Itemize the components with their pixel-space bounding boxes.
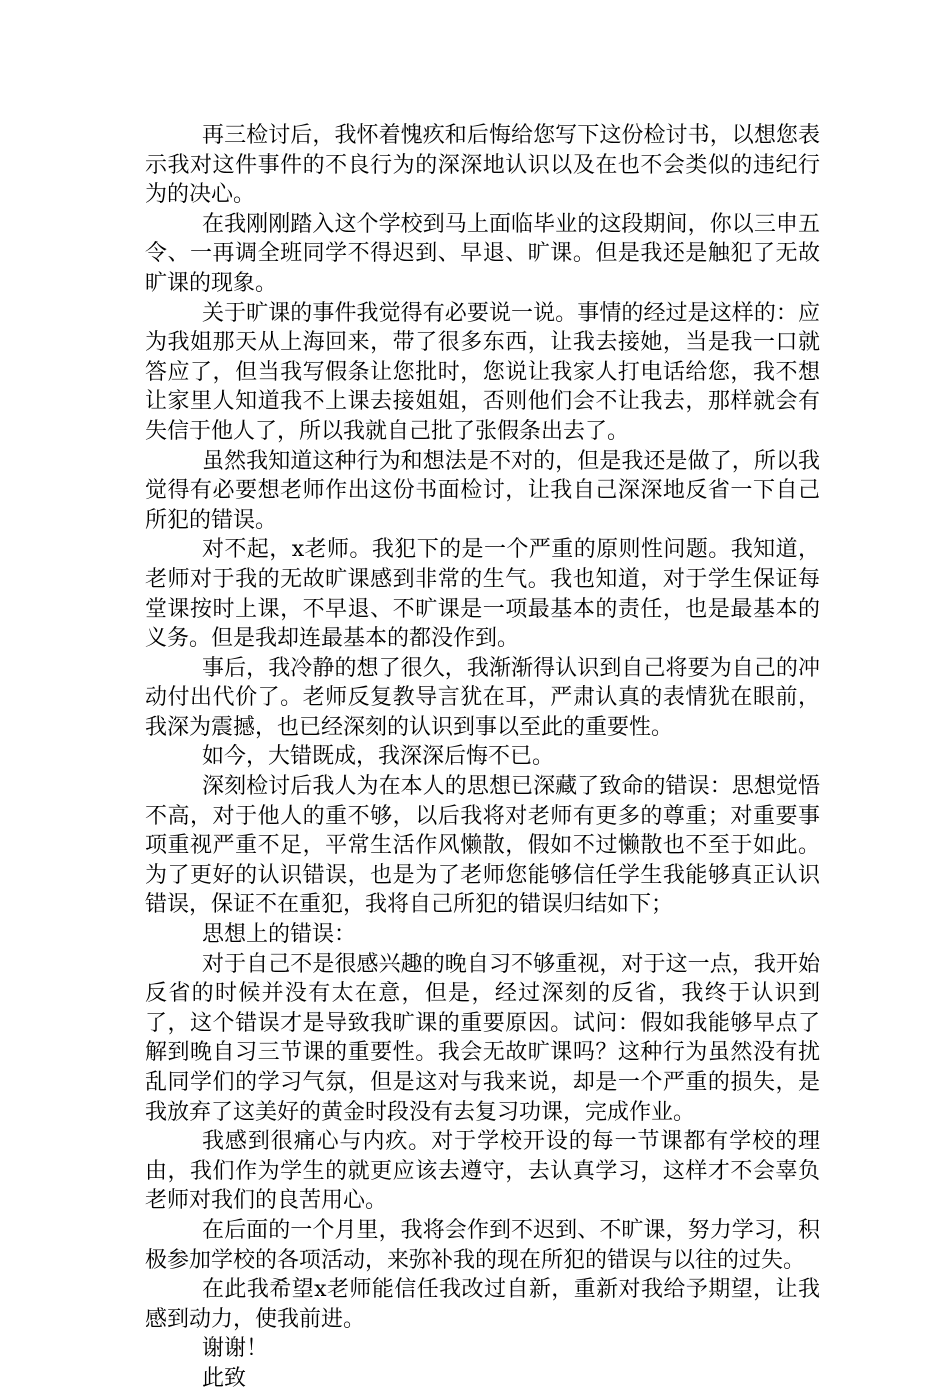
paragraph-13: 在此我希望x老师能信任我改过自新，重新对我给予期望，让我感到动力，使我前进。 <box>145 1277 820 1332</box>
paragraph-5: 对不起，x老师。我犯下的是一个严重的原则性问题。我知道，老师对于我的无故旷课感到非常的生气。我也知道，对于学生保证每堂课按时上课，不早退、不旷课是一项最基本的责任，也是最基本的义务。但是我却连最基本的都没作到。 <box>145 537 820 652</box>
paragraph-1: 再三检讨后，我怀着愧疚和后悔给您写下这份检讨书，以想您表示我对这件事件的不良行为的深深地认识以及在也不会类似的违纪行为的决心。 <box>145 123 820 208</box>
paragraph-12: 在后面的一个月里，我将会作到不迟到、不旷课，努力学习，积极参加学校的各项活动，来弥补我的现在所犯的错误与以往的过失。 <box>145 1217 820 1273</box>
paragraph-15: 此致 <box>202 1365 247 1391</box>
paragraph-14: 谢谢！ <box>202 1336 269 1362</box>
paragraph-8: 深刻检讨后我人为在本人的思想已深藏了致命的错误：思想觉悟不高，对于他人的重不够，以后我将对老师有更多的尊重；对重要事项重视严重不足，平常生活作风懒散，假如不过懒散也不至于如此。为了更好的认识错误，也是为了老师您能够信任学生我能够真正认识错误，保证不在重犯，我将自己所犯的错误归结如下； <box>145 774 820 918</box>
paragraph-9: 思想上的错误： <box>202 922 357 948</box>
document-body <box>145 121 820 1394</box>
paragraph-7: 如今，大错既成，我深深后悔不已。 <box>202 744 555 770</box>
paragraph-4: 虽然我知道这种行为和想法是不对的，但是我还是做了，所以我觉得有必要想老师作出这份书面检讨，让我自己深深地反省一下自己所犯的错误。 <box>145 448 820 533</box>
paragraph-10: 对于自己不是很感兴趣的晚自习不够重视，对于这一点，我开始反省的时候并没有太在意，但是，经过深刻的反省，我终于认识到了，这个错误才是导致我旷课的重要原因。试问：假如我能够早点了解到晚自习三节课的重要性。我会无故旷课吗？这种行为虽然没有扰乱同学们的学习气氛，但是这对与我来说，却是一个严重的损失，是我放弃了这美好的黄金时段没有去复习功课，完成作业。 <box>145 951 820 1125</box>
paragraph-3: 关于旷课的事件我觉得有必要说一说。事情的经过是这样的：应为我姐那天从上海回来，带了很多东西，让我去接她，当是我一口就答应了，但当我写假条让您批时，您说让我家人打电话给您，我不想让家里人知道我不上课去接姐姐，否则他们会不让我去，那样就会有失信于他人了，所以我就自己批了张假条出去了。 <box>145 300 820 444</box>
paragraph-6: 事后，我冷静的想了很久，我渐渐得认识到自己将要为自己的冲动付出代价了。老师反复教导言犹在耳，严肃认真的表情犹在眼前，我深为震撼，也已经深刻的认识到事以至此的重要性。 <box>145 655 820 740</box>
paragraph-2: 在我刚刚踏入这个学校到马上面临毕业的这段期间，你以三申五令、一再调全班同学不得迟到、早退、旷课。但是我还是触犯了无故旷课的现象。 <box>145 211 820 296</box>
paragraph-11: 我感到很痛心与内疚。对于学校开设的每一节课都有学校的理由，我们作为学生的就更应该去遵守，去认真学习，这样才不会辜负老师对我们的良苦用心。 <box>145 1129 820 1214</box>
